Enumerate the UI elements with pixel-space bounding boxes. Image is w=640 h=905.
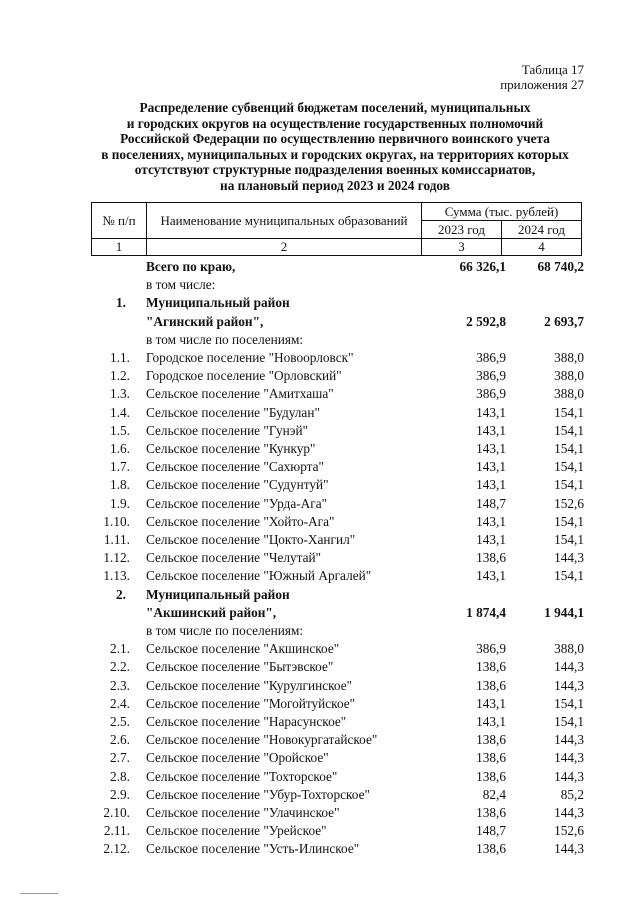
row-name: в том числе по поселениям:: [146, 331, 304, 347]
row-value-2023: 143,1: [476, 513, 506, 529]
row-number: 1.1.: [110, 350, 130, 365]
row-value-2023: 138,6: [476, 550, 506, 566]
document-title: [70, 100, 600, 194]
row-number: 1.5.: [110, 422, 130, 438]
row-name: Сельское поселение "Новокургатайское": [146, 732, 378, 748]
row-number: 1.6.: [110, 441, 130, 456]
row-name: Сельское поселение "Челутай": [146, 550, 322, 566]
table-row: [0, 677, 640, 695]
row-number: 1.10.: [103, 513, 130, 529]
table-row: [0, 640, 640, 658]
row-number: 1.13.: [103, 568, 130, 584]
row-name: Сельское поселение "Могойтуйское": [146, 695, 356, 711]
row-value-2023: 148,7: [476, 823, 506, 839]
row-name: Сельское поселение "Будулан": [146, 404, 320, 420]
row-value-2023: 386,9: [476, 641, 506, 657]
row-value-2024: 1 944,1: [544, 604, 584, 620]
row-number: 2.9.: [110, 786, 130, 802]
table-row: [0, 822, 640, 840]
row-number: 2.5.: [110, 714, 130, 729]
row-value-2023: 138,6: [476, 732, 506, 748]
row-value-2023: 138,6: [476, 750, 506, 766]
row-number: 2.1.: [110, 641, 130, 657]
row-value-2024: 144,3: [554, 768, 584, 784]
row-value-2024: 152,6: [554, 823, 584, 839]
row-value-2023: 143,1: [476, 532, 506, 547]
row-value-2024: 154,1: [554, 513, 584, 529]
row-value-2024: 388,0: [554, 350, 584, 365]
row-name: в том числе по поселениям:: [146, 623, 304, 638]
row-name: Сельское поселение "Южный Аргалей": [146, 568, 372, 584]
row-name: Сельское поселение "Хойто-Ага": [146, 513, 335, 529]
row-number: 1.9.: [110, 495, 130, 511]
row-value-2024: 388,0: [554, 368, 584, 384]
row-value-2023: 143,1: [476, 404, 506, 420]
table-row: [0, 458, 640, 476]
row-number: 1.: [116, 295, 126, 311]
row-value-2023: 1 874,4: [466, 604, 506, 620]
row-number: 2.6.: [110, 732, 130, 748]
table-number: Таблица 17: [521, 62, 584, 77]
row-value-2023: 138,6: [476, 768, 506, 784]
table-row: [0, 331, 640, 349]
appendix-number: приложения 27: [500, 77, 584, 92]
table-row: [0, 404, 640, 422]
table-row: [0, 367, 640, 385]
row-value-2024: 154,1: [554, 714, 584, 729]
row-number: 2.7.: [110, 750, 130, 766]
row-number: 1.4.: [110, 404, 130, 420]
table-row: [0, 258, 640, 276]
table-row: [0, 622, 640, 640]
row-value-2023: 386,9: [476, 386, 506, 402]
row-number: 2.3.: [110, 677, 130, 693]
row-number: 2.2.: [110, 659, 130, 675]
title-line: в поселениях, муниципальных и городских округах, на территориях которых: [101, 146, 569, 162]
row-number: 1.7.: [110, 459, 130, 475]
row-number: 1.11.: [103, 532, 130, 547]
row-name: Сельское поселение "Бытэвское": [146, 659, 334, 675]
table-row: [0, 385, 640, 403]
row-number: 1.2.: [110, 368, 130, 384]
row-name: Сельское поселение "Урда-Ага": [146, 495, 328, 511]
row-name: Сельское поселение "Урейское": [146, 823, 327, 839]
table-row: [0, 349, 640, 367]
row-value-2023: 138,6: [476, 659, 506, 675]
header-year-2023: 2023 год: [421, 220, 502, 239]
row-value-2024: 144,3: [554, 550, 584, 566]
row-number: 1.8.: [110, 477, 130, 493]
table-row: [0, 513, 640, 531]
header-num: № п/п: [91, 202, 147, 239]
header-sum: Сумма (тыс. рублей): [421, 202, 582, 221]
header-col-3: 3: [421, 238, 502, 256]
row-number: 1.12.: [103, 550, 130, 566]
row-value-2023: 2 592,8: [466, 313, 506, 329]
header-col-2: 2: [146, 238, 422, 256]
footer-mark: [20, 893, 58, 894]
row-value-2024: 144,3: [554, 750, 584, 766]
row-name: Сельское поселение "Гунэй": [146, 422, 309, 438]
row-number: 2.10.: [103, 805, 130, 820]
row-value-2024: 152,6: [554, 495, 584, 511]
row-name: Муниципальный район: [146, 295, 290, 311]
row-name: Городское поселение "Новоорловск": [146, 350, 354, 365]
row-value-2023: 143,1: [476, 441, 506, 456]
row-value-2024: 154,1: [554, 477, 584, 493]
row-number: 2.11.: [103, 823, 130, 839]
row-name: Сельское поселение "Кункур": [146, 441, 316, 456]
row-name: Сельское поселение "Усть-Илинское": [146, 841, 360, 857]
row-value-2023: 138,6: [476, 677, 506, 693]
row-value-2023: 143,1: [476, 459, 506, 475]
row-name: в том числе:: [146, 277, 216, 293]
row-name: Сельское поселение "Оройское": [146, 750, 329, 766]
row-name: "Агинский район",: [146, 313, 264, 329]
row-value-2023: 143,1: [476, 568, 506, 584]
row-name: Сельское поселение "Цокто-Хангил": [146, 532, 356, 547]
row-name: Сельское поселение "Акшинское": [146, 641, 340, 657]
row-value-2024: 154,1: [554, 532, 584, 547]
row-value-2024: 388,0: [554, 641, 584, 657]
row-value-2023: 66 326,1: [459, 259, 506, 274]
row-value-2024: 144,3: [554, 805, 584, 820]
row-value-2024: 144,3: [554, 659, 584, 675]
row-value-2024: 154,1: [554, 695, 584, 711]
row-value-2024: 154,1: [554, 404, 584, 420]
row-name: Сельское поселение "Нарасунское": [146, 714, 347, 729]
table-row: [0, 786, 640, 804]
row-value-2024: 2 693,7: [544, 313, 584, 329]
title-line: отсутствуют структурные подразделения военных комиссариатов,: [134, 162, 536, 178]
title-line: на плановый период 2023 и 2024 годов: [220, 177, 450, 193]
row-value-2023: 138,6: [476, 805, 506, 820]
row-value-2024: 154,1: [554, 441, 584, 456]
title-line: Распределение субвенций бюджетам поселений, муниципальных: [139, 100, 531, 115]
header-col-1: 1: [91, 238, 147, 256]
table-row: [0, 840, 640, 858]
table-row: [0, 731, 640, 749]
row-value-2023: 82,4: [482, 786, 506, 802]
row-name: Всего по краю,: [146, 259, 236, 274]
row-name: Сельское поселение "Тохторское": [146, 768, 338, 784]
row-number: 2.12.: [103, 841, 130, 857]
table-row: [0, 768, 640, 786]
row-number: 2.: [116, 586, 126, 602]
table-row: [0, 313, 640, 331]
row-number: 2.4.: [110, 695, 130, 711]
row-value-2024: 85,2: [560, 786, 584, 802]
row-name: Городское поселение "Орловский": [146, 368, 342, 384]
row-name: Сельское поселение "Судунтуй": [146, 477, 329, 493]
row-value-2023: 143,1: [476, 714, 506, 729]
table-row: [0, 604, 640, 622]
title-line: Российской Федерации по осуществлению первичного воинского учета: [120, 131, 550, 147]
row-value-2023: 143,1: [476, 477, 506, 493]
row-value-2023: 386,9: [476, 368, 506, 384]
table-row: [0, 586, 640, 604]
row-value-2023: 138,6: [476, 841, 506, 857]
header-name: Наименование муниципальных образований: [146, 202, 422, 239]
table-row: [0, 294, 640, 312]
row-value-2024: 68 740,2: [537, 259, 584, 274]
table-row: [0, 531, 640, 549]
table-row: [0, 440, 640, 458]
row-value-2024: 388,0: [554, 386, 584, 402]
row-name: Сельское поселение "Улачинское": [146, 805, 340, 820]
row-value-2023: 148,7: [476, 495, 506, 511]
row-value-2024: 144,3: [554, 841, 584, 857]
table-row: [0, 549, 640, 567]
row-value-2024: 154,1: [554, 459, 584, 475]
row-value-2024: 154,1: [554, 568, 584, 584]
table-row: [0, 567, 640, 585]
table-row: [0, 658, 640, 676]
table-header: [91, 202, 582, 256]
row-number: 1.3.: [110, 386, 130, 402]
table-row: [0, 804, 640, 822]
row-name: Муниципальный район: [146, 586, 290, 602]
table-row: [0, 422, 640, 440]
table-row: [0, 476, 640, 494]
row-name: Сельское поселение "Убур-Тохторское": [146, 786, 370, 802]
row-number: 2.8.: [110, 768, 130, 784]
table-row: [0, 749, 640, 767]
row-name: Сельское поселение "Сахюрта": [146, 459, 324, 475]
row-value-2023: 386,9: [476, 350, 506, 365]
row-value-2024: 144,3: [554, 677, 584, 693]
header-col-4: 4: [501, 238, 582, 256]
row-value-2024: 154,1: [554, 422, 584, 438]
row-name: Сельское поселение "Амитхаша": [146, 386, 334, 402]
table-row: [0, 713, 640, 731]
row-name: "Акшинский район",: [146, 604, 277, 620]
table-row: [0, 276, 640, 294]
row-value-2024: 144,3: [554, 732, 584, 748]
row-name: Сельское поселение "Курулгинское": [146, 677, 353, 693]
header-year-2024: 2024 год: [501, 220, 582, 239]
title-line: и городских округов на осуществление государственных полномочий: [126, 115, 544, 131]
row-value-2023: 143,1: [476, 422, 506, 438]
row-value-2023: 143,1: [476, 695, 506, 711]
table-reference: [500, 62, 584, 92]
table-row: [0, 695, 640, 713]
table-row: [0, 495, 640, 513]
